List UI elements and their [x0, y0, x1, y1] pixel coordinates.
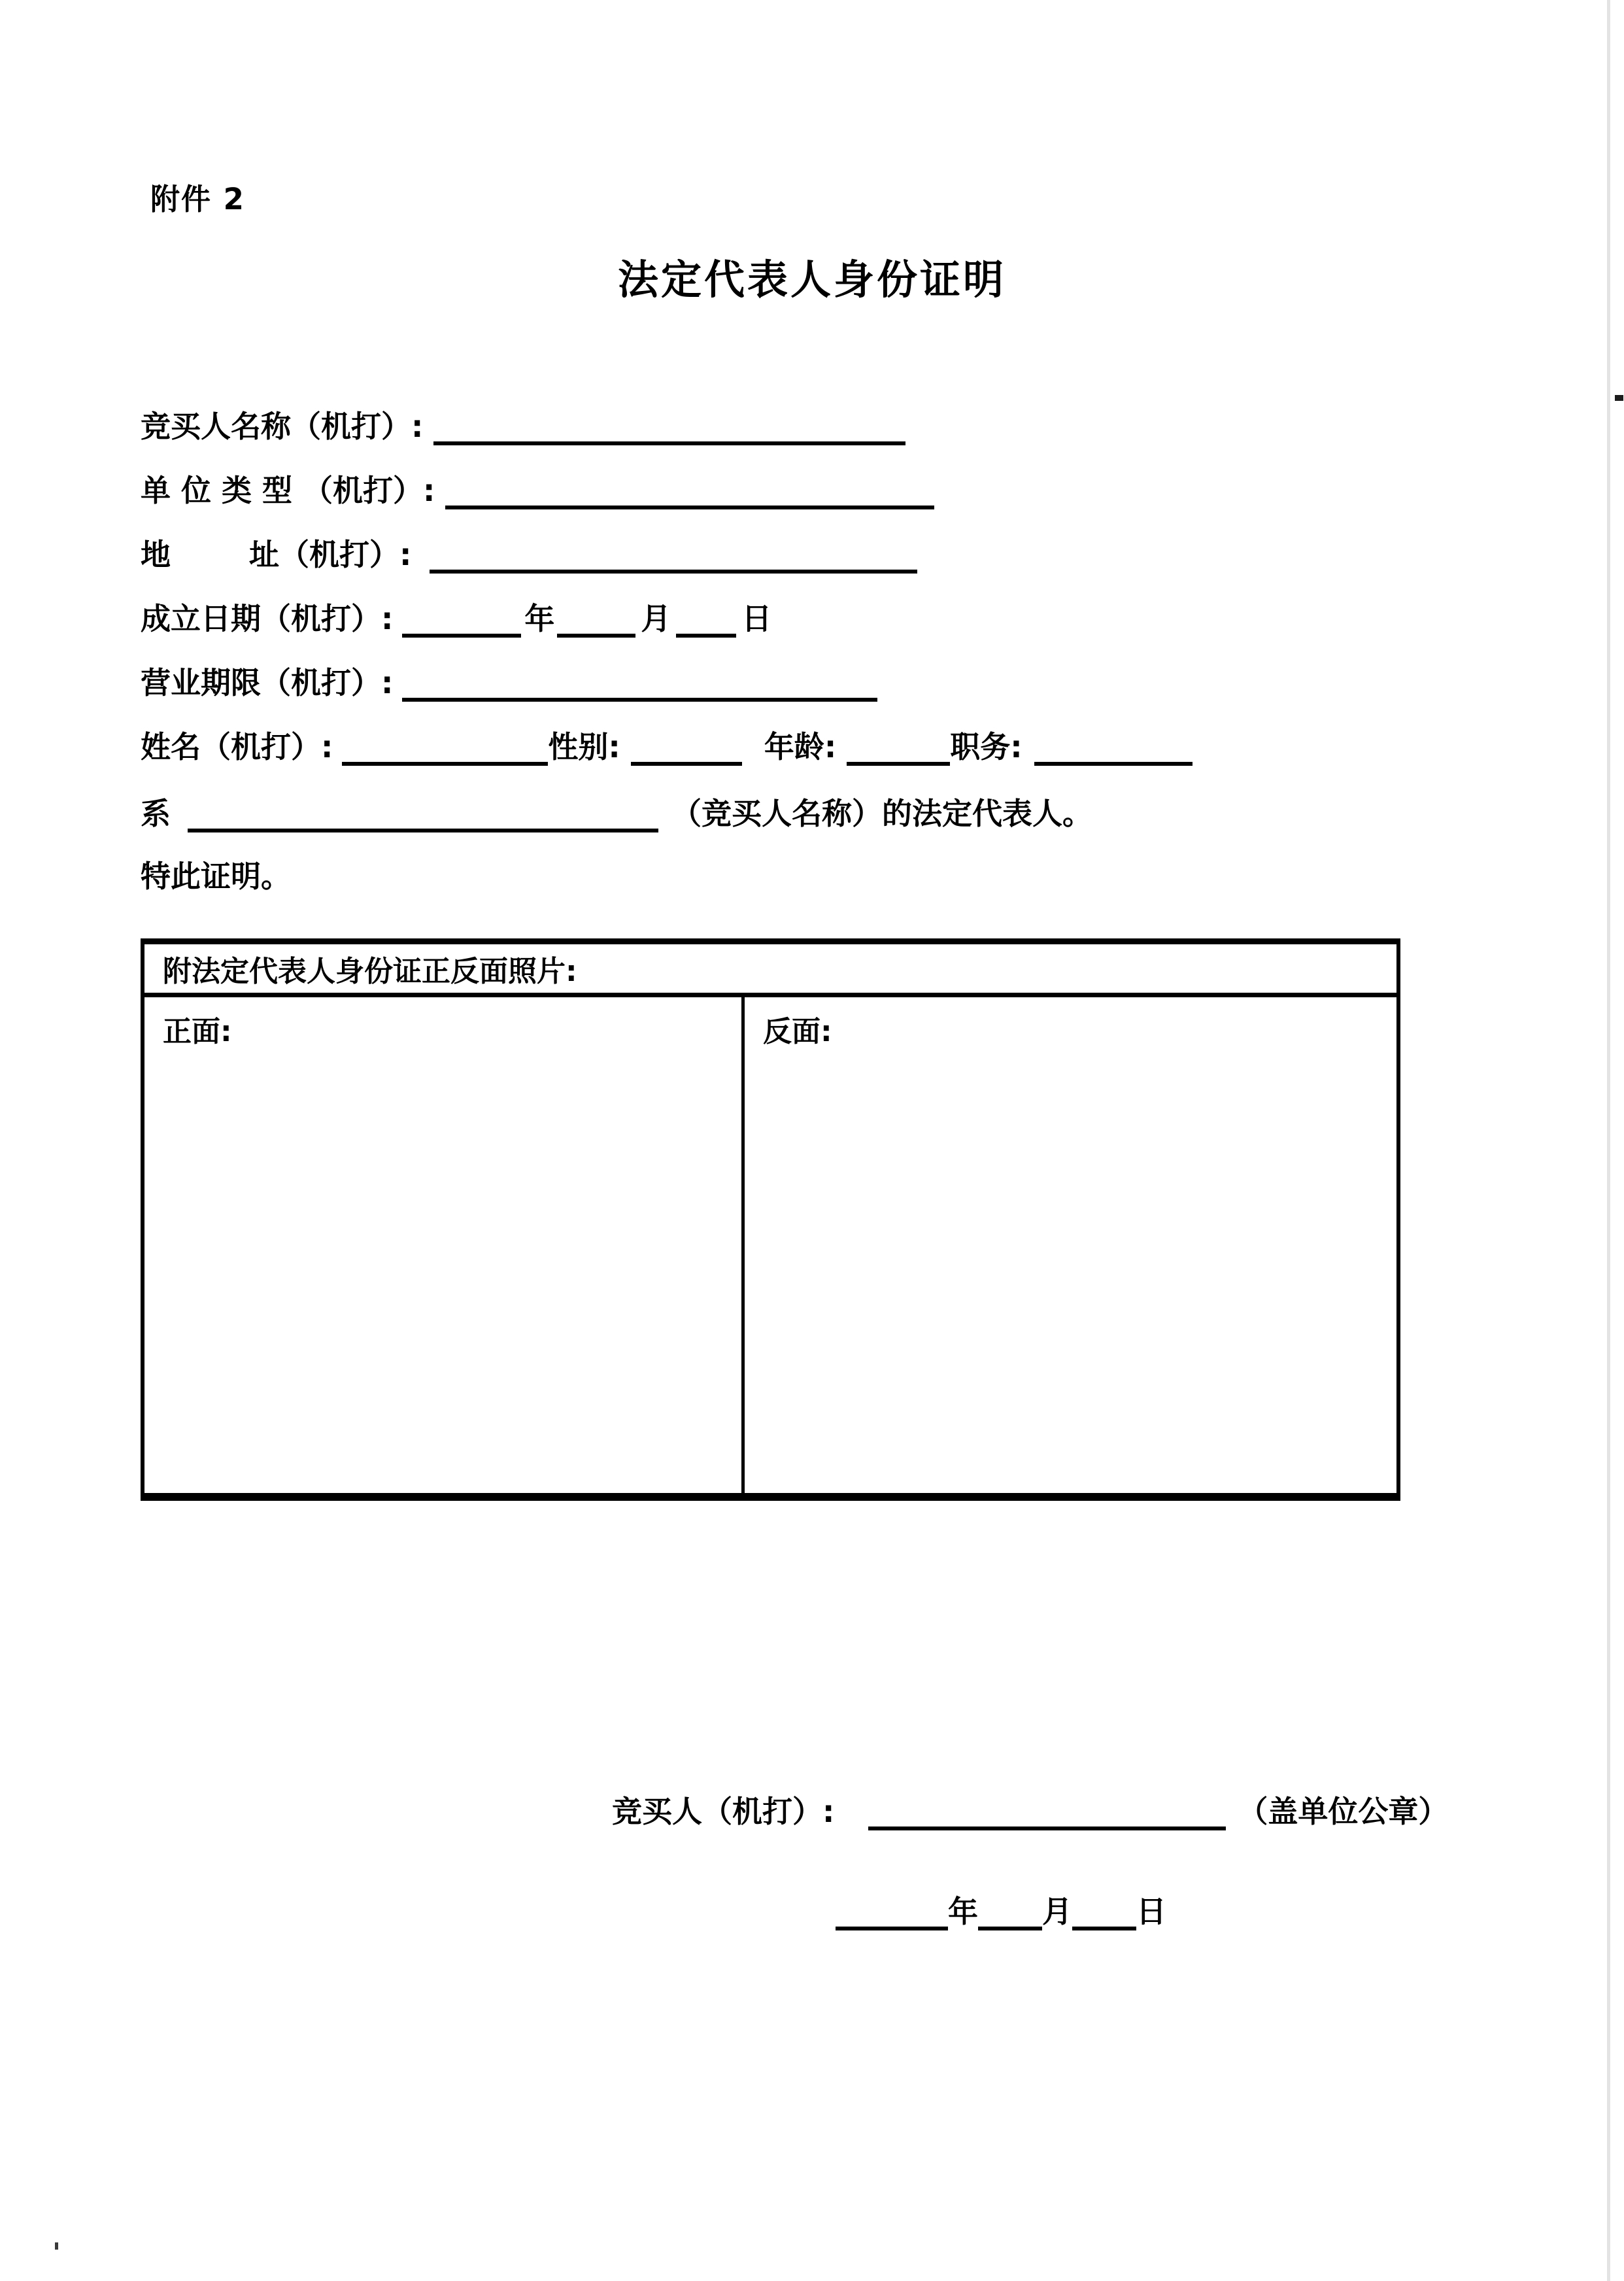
footer-year-unit: 年	[948, 1894, 978, 1929]
row-relation	[141, 798, 1092, 831]
footer-seal-note: （盖单位公章）	[1238, 1794, 1449, 1829]
establish-date-label: 成立日期（机打）:	[141, 601, 394, 636]
relation-blank	[188, 828, 658, 832]
photo-table-header	[144, 944, 1396, 997]
establish-month-unit: 月	[641, 601, 671, 636]
business-term-label: 营业期限（机打）:	[141, 665, 394, 700]
footer-day-unit: 日	[1136, 1894, 1166, 1929]
id-photo-front-label: 正面:	[163, 1015, 232, 1048]
row-bidder-name	[141, 411, 905, 443]
age-label: 年龄:	[764, 729, 837, 764]
person-name-blank	[342, 761, 548, 766]
row-person-info	[141, 731, 1193, 764]
footer-bidder-label: 竞买人（机打）:	[612, 1794, 835, 1829]
hereby-text: 特此证明。	[141, 859, 291, 894]
scan-artifact-dash	[1615, 395, 1623, 401]
footer-bidder-blank	[868, 1826, 1226, 1830]
footer-day-blank	[1072, 1926, 1136, 1930]
gender-blank	[631, 761, 742, 766]
row-establish-date	[141, 603, 771, 636]
footer-month-blank	[978, 1926, 1042, 1930]
establish-day-unit: 日	[741, 601, 772, 636]
id-photo-table	[141, 938, 1400, 1501]
bidder-name-label: 竞买人名称（机打）:	[141, 409, 424, 444]
row-address	[141, 539, 917, 572]
position-blank	[1034, 761, 1193, 766]
relation-suffix: （竞买人名称）的法定代表人。	[671, 796, 1092, 831]
address-label-first: 地	[141, 537, 171, 572]
establish-day-blank	[676, 633, 736, 638]
page-title: 法定代表人身份证明	[617, 256, 1006, 303]
establish-year-blank	[402, 633, 521, 638]
bidder-name-blank	[433, 441, 905, 445]
id-photo-back-label: 反面:	[763, 1015, 832, 1048]
row-business-term	[141, 667, 877, 700]
photo-table-body	[144, 997, 1396, 1493]
photo-table-header-label: 附法定代表人身份证正反面照片:	[163, 955, 577, 988]
establish-month-blank	[557, 633, 635, 638]
scan-edge-line	[1607, 0, 1610, 2281]
person-name-label: 姓名（机打）:	[141, 729, 333, 764]
address-blank	[430, 569, 917, 574]
gender-label: 性别:	[548, 729, 620, 764]
address-label-rest: 址（机打）:	[249, 537, 412, 572]
business-term-blank	[402, 697, 877, 702]
row-hereby	[141, 861, 291, 893]
id-photo-back-cell	[745, 997, 1396, 1493]
scan-artifact-speck	[55, 2242, 58, 2250]
position-label: 职务:	[950, 729, 1023, 764]
footer-bidder-row	[612, 1796, 1448, 1828]
footer-year-blank	[836, 1926, 948, 1930]
unit-type-blank	[445, 505, 934, 509]
age-blank	[847, 761, 950, 766]
footer-date-row	[836, 1896, 1166, 1929]
establish-year-unit: 年	[524, 601, 555, 636]
unit-type-label: 单 位 类 型 （机打）:	[141, 473, 435, 508]
attachment-label: 附件 2	[150, 182, 245, 216]
row-unit-type	[141, 475, 934, 507]
address-label-gap	[171, 571, 249, 572]
relation-prefix: 系	[141, 796, 171, 831]
id-photo-front-cell	[144, 997, 745, 1493]
footer-month-unit: 月	[1042, 1894, 1072, 1929]
